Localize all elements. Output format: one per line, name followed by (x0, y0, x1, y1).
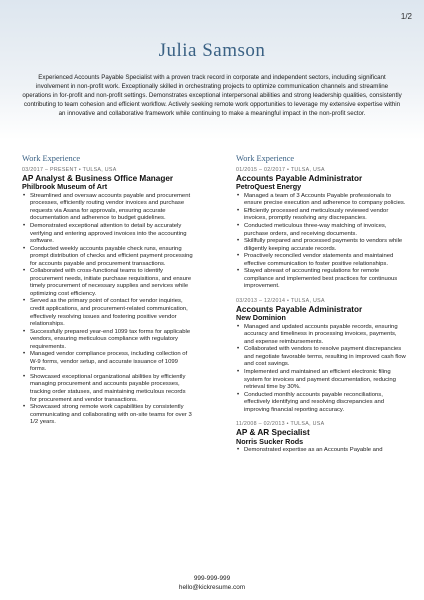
job-entry (236, 298, 408, 414)
job-entry (236, 167, 408, 291)
jobs-list (22, 167, 194, 427)
job-bullets (236, 193, 408, 291)
job-bullet: • Conducted monthly accounts payable reconciliations, effectively identifying and resolving discrepancies and improving financial reporting accuracy. (236, 392, 408, 415)
job-bullet: • Served as the primary point of contact for vendor inquiries, credit applications, and procurement-related communication, effectively resolving issues and fostering positive vendor relationships. (22, 298, 194, 328)
job-dates-location: 11/2008 – 02/2013 • TULSA, USA (236, 421, 325, 428)
jobs-list (236, 167, 408, 455)
job-entry (22, 167, 194, 427)
job-bullet: • Streamlined and oversaw accounts payable and procurement processes, efficiently routing vendor invoices and purchase requests via Asana for approvals, ensuring accurate documentation and adherence to budget guidelines. (22, 193, 194, 223)
job-title: AP Analyst & Business Office Manager (22, 174, 174, 183)
profile-summary: Experienced Accounts Payable Specialist with a proven track record in corporate and independent sectors, including significant involvement in non-profit work. Exceptionally skilled in orchestrating projects to optimize communication channels and streamline operations in for-profit and non-profit settings. Demonstrates exceptional interpersonal abilities and strong leadership qualities, consistently contributing to team cohesion and efficient workflow. Actively seeking remote work opportunities to leverage my extensive expertise within an innovative and collaborative framework while continuing to make a meaningful impact in the non-profit sector. (22, 74, 402, 117)
job-bullet: • Conducted weekly accounts payable check runs, ensuring prompt distribution of checks and efficient payment processing for accounts payable and procurement transactions. (22, 246, 194, 269)
job-bullet: • Managed a team of 3 Accounts Payable professionals to ensure precise execution and adherence to company policies. (236, 193, 408, 208)
job-bullet: • Managed and updated accounts payable records, ensuring accuracy and timeliness in processing invoices, payments, and expense reimbursements. (236, 324, 408, 347)
job-title: AP & AR Specialist (236, 428, 310, 438)
job-bullets (22, 193, 194, 427)
job-bullet: • Collaborated with cross-functional teams to identify procurement needs, initiate purchase requisitions, and ensure timely procurement of necessary supplies and services while optimizing cost efficiency. (22, 268, 194, 298)
job-bullet: • Successfully prepared year-end 1099 tax forms for applicable vendors, ensuring meticulous compliance with regulatory requirements. (22, 329, 194, 352)
job-bullet: • Showcased exceptional organizational abilities by efficiently managing procurement and accounts payable processes, tracking order statuses, and maintaining meticulous records for procurement and vendor transactions. (22, 374, 194, 404)
job-company: PetroQuest Energy (236, 182, 302, 192)
job-bullet: • Proactively reconciled vendor statements and maintained effective communication to foster positive relationships. (236, 253, 408, 268)
job-bullet: • Collaborated with vendors to resolve payment discrepancies and negotiate favorable terms, resulting in improved cash flow and cost savings. (236, 346, 408, 369)
job-dates-location: 03/2013 – 12/2014 • TULSA, USA (236, 297, 325, 304)
job-dates-location: 01/2015 – 02/2017 • TULSA, USA (236, 167, 325, 173)
job-bullet: • Implemented and maintained an efficient electronic filing system for invoices and payment documentation, reducing retrieval time by 30%. (236, 369, 408, 392)
job-bullet: • Conducted meticulous three-way matching of invoices, purchase orders, and receiving documents. (236, 223, 408, 238)
job-bullet: • Stayed abreast of accounting regulations for remote compliance and implemented best practices for continuous improvement. (236, 268, 408, 291)
job-bullet: • Managed vendor compliance process, including collection of W-9 forms, vendor setup, and accurate issuance of 1099 forms. (22, 351, 194, 374)
job-company: New Dominion (236, 313, 286, 323)
candidate-name: Julia Samson (158, 40, 266, 61)
job-bullet: • Demonstrated exceptional attention to detail by accurately verifying and entering approved invoices into the accounting software. (22, 223, 194, 246)
job-company: Norris Sucker Rods (236, 436, 304, 446)
job-title: Accounts Payable Administrator (236, 304, 363, 314)
job-company: Philbrook Museum of Art (22, 182, 108, 192)
section-title-work-experience: Work Experience (236, 154, 295, 163)
job-bullet: • Efficiently processed and meticulously reviewed vendor invoices, promptly resolving any discrepancies. (236, 208, 408, 223)
section-title-work-experience: Work Experience (22, 154, 81, 163)
job-dates-location: 03/2017 – PRESENT • TULSA, USA (22, 167, 117, 173)
left-column (22, 154, 194, 434)
job-bullet: • Showcased strong remote work capabilities by consistently communicating and collaborating with on-site teams for over 3 1/2 years. (22, 404, 194, 427)
job-bullet: • Demonstrated expertise as an Accounts Payable and (236, 447, 408, 455)
phone-number: 999-999-999 (193, 575, 231, 582)
job-entry (236, 421, 408, 454)
job-bullets (236, 324, 408, 415)
right-column (236, 154, 408, 462)
job-title: Accounts Payable Administrator (236, 174, 363, 183)
header-band (0, 0, 424, 140)
job-bullets (236, 447, 408, 455)
email-link[interactable]: hello@kickresume.com (178, 583, 246, 591)
job-bullet: • Skillfully prepared and processed payments to vendors while diligently keeping accurate records. (236, 238, 408, 253)
contact-footer (0, 575, 424, 592)
page-number: 1/2 (400, 12, 412, 21)
